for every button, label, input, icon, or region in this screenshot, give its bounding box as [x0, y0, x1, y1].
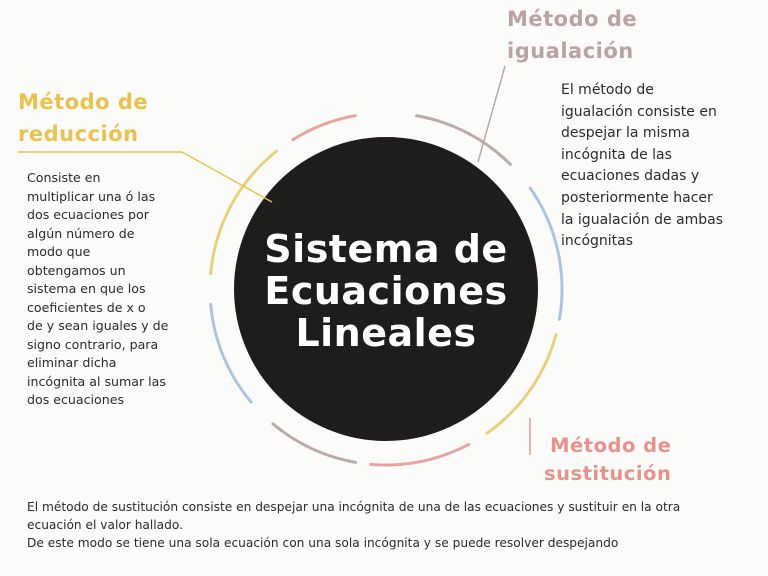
sustitucion-text: El método de sustitución consiste en despejar una incógnita de una de las ecuaciones y sustituir en la otra ecuación el valor hallado. De este modo se tiene una sola ecuación con una sola incógnita y se puede resolver despejando: [27, 500, 681, 550]
connector-reduccion-diagonal: [182, 152, 272, 202]
ring-arc-0: [293, 116, 356, 140]
igualacion-title: Método de igualación: [507, 7, 638, 63]
igualacion-text: El método de igualación consiste en despejar la misma incógnita de las ecuaciones dadas y posteriormente hacer la igualación de ambas incógnitas: [561, 82, 724, 250]
center-title: Sistema de Ecuaciones Lineales: [264, 227, 508, 355]
sustitucion-title: Método de sustitución: [544, 434, 672, 485]
reduccion-text: Consiste en multiplicar una ó las dos ecuaciones por algún número de modo que obtengamos un sistema en que los coeficientes de x o de y sean iguales y de signo contrario, para eliminar dicha incógnita al sumar las dos ecuaciones: [27, 170, 169, 407]
ring-arc-4: [371, 444, 469, 465]
reduccion-title: Método de reducción: [18, 90, 149, 146]
